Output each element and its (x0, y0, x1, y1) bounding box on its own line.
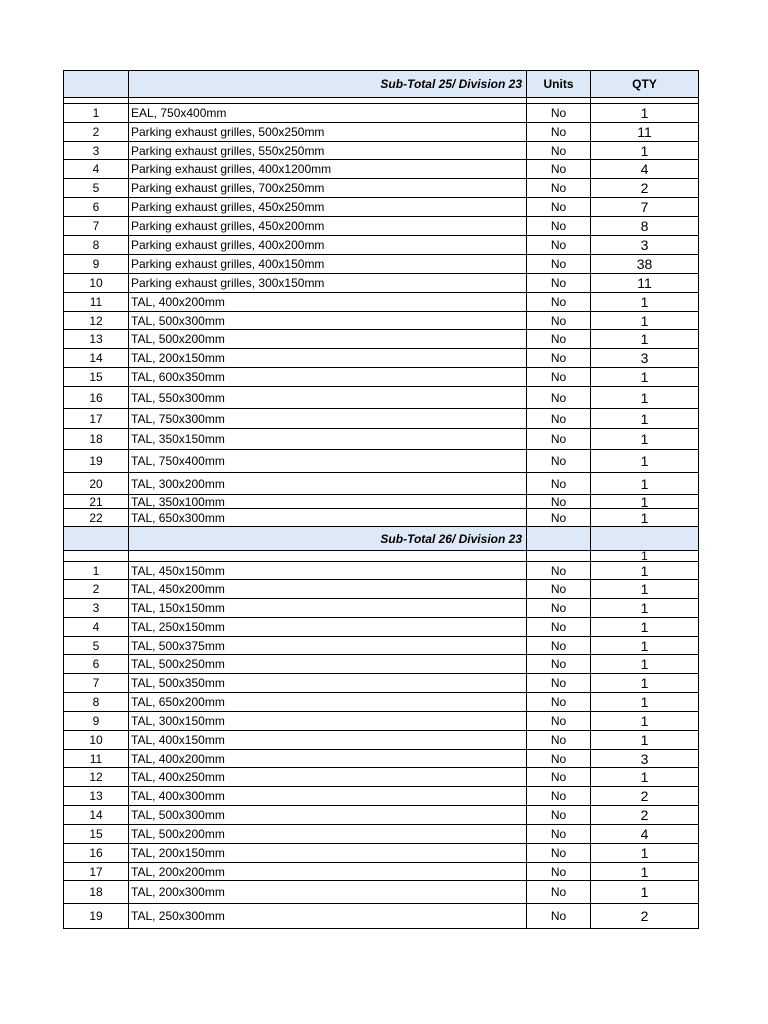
item-qty-cell[interactable]: 1 (640, 312, 649, 329)
item-unit-cell[interactable]: No (527, 787, 591, 805)
table-row (63, 693, 699, 712)
item-description-cell[interactable]: TAL, 200x150mm (129, 349, 527, 367)
item-description-cell[interactable]: TAL, 200x200mm (129, 863, 527, 880)
table-row (63, 368, 699, 387)
item-unit-cell[interactable]: No (527, 599, 591, 617)
item-qty-cell[interactable]: 1 (640, 389, 649, 406)
item-number-cell[interactable]: 11 (64, 750, 129, 767)
item-qty-cell[interactable]: 1 (640, 600, 649, 616)
item-number-cell[interactable]: 6 (64, 655, 129, 673)
item-unit-cell[interactable]: No (527, 580, 591, 598)
item-unit-cell[interactable]: No (527, 312, 591, 329)
item-unit-cell[interactable]: No (527, 387, 591, 408)
item-description-cell[interactable]: TAL, 550x300mm (129, 387, 527, 408)
item-description-cell[interactable]: TAL, 500x200mm (129, 330, 527, 348)
item-unit-cell[interactable]: No (527, 509, 591, 526)
qty-header[interactable]: QTY (632, 77, 657, 91)
table-row (63, 104, 699, 123)
item-qty-cell[interactable]: 4 (640, 161, 649, 177)
table-row (63, 293, 699, 312)
item-qty-cell[interactable]: 1 (640, 475, 649, 492)
item-description-cell[interactable]: EAL, 750x400mm (129, 104, 527, 122)
item-description-cell[interactable]: Parking exhaust grilles, 400x1200mm (129, 160, 527, 178)
subtotal-label[interactable]: Sub-Total 25/ Division 23 (129, 71, 527, 97)
item-unit-cell[interactable]: No (527, 142, 591, 159)
item-qty-cell[interactable]: 1 (640, 656, 649, 672)
item-number-cell[interactable]: 20 (64, 473, 129, 494)
item-unit-cell[interactable]: No (527, 274, 591, 292)
table-row (63, 674, 699, 693)
item-unit-cell[interactable]: No (527, 618, 591, 636)
item-description-cell[interactable]: TAL, 400x300mm (129, 787, 527, 805)
item-qty-cell[interactable]: 2 (640, 180, 649, 196)
table-row (63, 768, 699, 787)
item-unit-cell[interactable]: No (527, 844, 591, 862)
item-unit-cell[interactable]: No (527, 825, 591, 843)
spacer-cell[interactable] (64, 98, 129, 103)
item-number-cell[interactable]: 17 (64, 863, 129, 880)
item-unit-cell[interactable]: No (527, 179, 591, 197)
item-unit-cell[interactable]: No (527, 450, 591, 472)
item-qty-cell[interactable]: 1 (640, 637, 649, 654)
table-row (63, 580, 699, 599)
item-qty-cell[interactable]: 3 (640, 350, 649, 366)
item-number-cell[interactable]: 9 (64, 712, 129, 730)
table-row (63, 198, 699, 217)
table-row (63, 179, 699, 198)
item-qty-cell[interactable]: 1 (640, 562, 649, 579)
header-no-cell[interactable] (64, 527, 129, 550)
item-description-cell[interactable]: TAL, 150x150mm (129, 599, 527, 617)
item-number-cell[interactable]: 14 (64, 349, 129, 367)
item-description-cell[interactable]: TAL, 400x200mm (129, 750, 527, 767)
item-number-cell[interactable]: 3 (64, 142, 129, 159)
item-unit-cell[interactable]: No (527, 255, 591, 273)
item-description-cell[interactable]: TAL, 500x375mm (129, 637, 527, 654)
subtotal-header-row (63, 527, 699, 551)
item-number-cell[interactable]: 22 (64, 509, 129, 526)
item-unit-cell[interactable]: No (527, 429, 591, 449)
item-description-cell[interactable]: Parking exhaust grilles, 500x250mm (129, 123, 527, 141)
item-description-cell[interactable]: Parking exhaust grilles, 300x150mm (129, 274, 527, 292)
item-description-cell[interactable]: TAL, 200x150mm (129, 844, 527, 862)
item-number-cell[interactable]: 7 (64, 674, 129, 692)
item-qty-cell[interactable]: 1 (640, 694, 649, 710)
table-row (63, 123, 699, 142)
item-number-cell[interactable]: 7 (64, 217, 129, 235)
item-qty-cell[interactable]: 1 (640, 294, 649, 310)
item-number-cell[interactable]: 15 (64, 368, 129, 386)
item-number-cell[interactable]: 1 (64, 562, 129, 579)
item-unit-cell[interactable]: No (527, 349, 591, 367)
item-number-cell[interactable]: 2 (64, 580, 129, 598)
item-unit-cell[interactable]: No (527, 655, 591, 673)
item-number-cell[interactable]: 19 (64, 450, 129, 472)
item-number-cell[interactable]: 13 (64, 330, 129, 348)
item-number-cell[interactable]: 16 (64, 844, 129, 862)
item-description-cell[interactable]: Parking exhaust grilles, 700x250mm (129, 179, 527, 197)
item-qty-cell[interactable]: 1 (640, 431, 649, 447)
item-qty-cell[interactable]: 1 (640, 142, 649, 159)
item-unit-cell[interactable]: No (527, 731, 591, 749)
item-qty-cell[interactable]: 3 (640, 750, 649, 767)
table-row (63, 450, 699, 473)
item-unit-cell[interactable]: No (527, 236, 591, 254)
item-number-cell[interactable]: 2 (64, 123, 129, 141)
table-row (63, 637, 699, 655)
item-description-cell[interactable]: TAL, 650x200mm (129, 693, 527, 711)
item-number-cell[interactable]: 8 (64, 693, 129, 711)
item-qty-cell[interactable]: 1 (640, 732, 649, 748)
item-description-cell[interactable]: Parking exhaust grilles, 450x250mm (129, 198, 527, 216)
table-row (63, 509, 699, 527)
item-description-cell[interactable]: TAL, 250x300mm (129, 904, 527, 928)
item-qty-cell[interactable]: 1 (640, 884, 649, 900)
item-number-cell[interactable]: 3 (64, 599, 129, 617)
item-qty-cell[interactable]: 8 (640, 218, 649, 234)
item-unit-cell[interactable]: No (527, 750, 591, 767)
item-number-cell[interactable]: 5 (64, 637, 129, 654)
item-unit-cell[interactable]: No (527, 409, 591, 428)
item-qty-cell[interactable]: 1 (640, 495, 649, 508)
item-number-cell[interactable]: 4 (64, 160, 129, 178)
item-qty-cell[interactable]: 38 (636, 256, 653, 272)
spacer-cell[interactable] (527, 98, 591, 103)
item-qty-cell[interactable]: 1 (640, 509, 649, 526)
item-unit-cell[interactable]: No (527, 768, 591, 786)
item-number-cell[interactable]: 6 (64, 198, 129, 216)
item-description-cell[interactable]: TAL, 200x300mm (129, 881, 527, 903)
table-row (63, 904, 699, 929)
item-qty-cell[interactable]: 4 (640, 826, 649, 842)
table-row (63, 562, 699, 580)
subtotal-header-row (63, 70, 699, 98)
item-qty-cell[interactable]: 7 (640, 199, 649, 215)
item-unit-cell[interactable]: No (527, 160, 591, 178)
table-row (63, 142, 699, 160)
item-qty-cell[interactable]: 3 (640, 237, 649, 253)
qty-header[interactable] (591, 527, 698, 550)
spacer-cell[interactable] (527, 551, 591, 561)
item-description-cell[interactable]: Parking exhaust grilles, 400x200mm (129, 236, 527, 254)
table-row (63, 750, 699, 768)
table-row (63, 618, 699, 637)
subtotal-label[interactable]: Sub-Total 26/ Division 23 (129, 527, 527, 550)
units-header[interactable] (527, 527, 591, 550)
item-description-cell[interactable]: Parking exhaust grilles, 450x200mm (129, 217, 527, 235)
item-unit-cell[interactable]: No (527, 123, 591, 141)
item-qty-cell[interactable]: 1 (640, 845, 649, 861)
item-qty-cell[interactable]: 1 (640, 713, 649, 729)
item-unit-cell[interactable]: No (527, 904, 591, 928)
item-number-cell[interactable]: 13 (64, 787, 129, 805)
item-qty-cell[interactable]: 1 (640, 863, 649, 880)
item-number-cell[interactable]: 10 (64, 731, 129, 749)
table-row (63, 787, 699, 806)
table-row (63, 387, 699, 409)
item-number-cell[interactable]: 12 (64, 768, 129, 786)
item-number-cell[interactable]: 21 (64, 495, 129, 508)
item-number-cell[interactable]: 19 (64, 904, 129, 928)
item-unit-cell[interactable]: No (527, 368, 591, 386)
item-number-cell[interactable]: 10 (64, 274, 129, 292)
item-unit-cell[interactable]: No (527, 473, 591, 494)
table-row (63, 330, 699, 349)
item-unit-cell[interactable]: No (527, 198, 591, 216)
item-description-cell[interactable]: TAL, 450x200mm (129, 580, 527, 598)
item-unit-cell[interactable]: No (527, 806, 591, 824)
item-description-cell[interactable]: TAL, 350x100mm (129, 495, 527, 508)
item-unit-cell[interactable]: No (527, 863, 591, 880)
item-unit-cell[interactable]: No (527, 637, 591, 654)
item-description-cell[interactable]: TAL, 600x350mm (129, 368, 527, 386)
table-row (63, 255, 699, 274)
table-row (63, 825, 699, 844)
item-description-cell[interactable]: TAL, 400x250mm (129, 768, 527, 786)
table-row (63, 806, 699, 825)
item-description-cell[interactable]: TAL, 500x200mm (129, 825, 527, 843)
item-description-cell[interactable]: Parking exhaust grilles, 400x150mm (129, 255, 527, 273)
item-unit-cell[interactable]: No (527, 693, 591, 711)
item-number-cell[interactable]: 17 (64, 409, 129, 428)
item-description-cell[interactable]: TAL, 300x200mm (129, 473, 527, 494)
table-row (63, 349, 699, 368)
item-description-cell[interactable]: TAL, 300x150mm (129, 712, 527, 730)
item-number-cell[interactable]: 8 (64, 236, 129, 254)
item-description-cell[interactable]: TAL, 400x200mm (129, 293, 527, 311)
spacer-cell[interactable] (129, 98, 527, 103)
table-row (63, 160, 699, 179)
item-number-cell[interactable]: 18 (64, 429, 129, 449)
item-unit-cell[interactable]: No (527, 293, 591, 311)
item-qty-cell[interactable]: 11 (637, 124, 652, 140)
item-unit-cell[interactable]: No (527, 495, 591, 508)
table-row (63, 217, 699, 236)
table-row (63, 409, 699, 429)
item-qty-cell[interactable]: 2 (640, 807, 649, 823)
item-unit-cell[interactable]: No (527, 712, 591, 730)
table-row (63, 274, 699, 293)
item-description-cell[interactable]: TAL, 250x150mm (129, 618, 527, 636)
item-number-cell[interactable]: 15 (64, 825, 129, 843)
table-row (63, 473, 699, 495)
item-number-cell[interactable]: 4 (64, 618, 129, 636)
item-qty-cell[interactable]: 1 (640, 453, 649, 469)
item-number-cell[interactable]: 1 (64, 104, 129, 122)
item-number-cell[interactable]: 11 (64, 293, 129, 311)
spacer-row (63, 551, 699, 562)
item-number-cell[interactable]: 16 (64, 387, 129, 408)
header-no-cell[interactable] (64, 71, 129, 97)
item-qty-cell[interactable]: 2 (640, 788, 649, 804)
table-row (63, 731, 699, 750)
spacer-qty-cell[interactable]: 1 (641, 551, 648, 561)
units-header[interactable]: Units (527, 71, 591, 97)
item-qty-cell[interactable]: 1 (640, 769, 649, 785)
table-row (63, 881, 699, 904)
item-qty-cell[interactable]: 1 (640, 105, 649, 121)
item-description-cell[interactable]: Parking exhaust grilles, 550x250mm (129, 142, 527, 159)
table-row (63, 844, 699, 863)
item-qty-cell[interactable]: 11 (637, 275, 652, 291)
item-description-cell[interactable]: TAL, 750x400mm (129, 450, 527, 472)
item-unit-cell[interactable]: No (527, 104, 591, 122)
item-description-cell[interactable]: TAL, 500x300mm (129, 312, 527, 329)
item-unit-cell[interactable]: No (527, 562, 591, 579)
item-number-cell[interactable]: 12 (64, 312, 129, 329)
item-unit-cell[interactable]: No (527, 674, 591, 692)
table-row (63, 599, 699, 618)
table-row (63, 312, 699, 330)
table-row (63, 655, 699, 674)
item-description-cell[interactable]: TAL, 500x300mm (129, 806, 527, 824)
table-row (63, 712, 699, 731)
item-description-cell[interactable]: TAL, 450x150mm (129, 562, 527, 579)
bill-of-quantities-table (63, 70, 699, 929)
item-number-cell[interactable]: 9 (64, 255, 129, 273)
item-number-cell[interactable]: 18 (64, 881, 129, 903)
spacer-qty-cell[interactable] (591, 98, 698, 103)
item-qty-cell[interactable]: 1 (640, 331, 649, 347)
item-description-cell[interactable]: TAL, 400x150mm (129, 731, 527, 749)
table-row (63, 495, 699, 509)
item-qty-cell[interactable]: 1 (640, 369, 649, 385)
item-unit-cell[interactable]: No (527, 330, 591, 348)
item-description-cell[interactable]: TAL, 500x250mm (129, 655, 527, 673)
item-number-cell[interactable]: 5 (64, 179, 129, 197)
item-qty-cell[interactable]: 2 (640, 908, 649, 924)
item-description-cell[interactable]: TAL, 500x350mm (129, 674, 527, 692)
item-unit-cell[interactable]: No (527, 217, 591, 235)
spacer-cell[interactable] (129, 551, 527, 561)
spacer-cell[interactable] (64, 551, 129, 561)
table-row (63, 429, 699, 450)
item-qty-cell[interactable]: 1 (640, 619, 649, 635)
table-row (63, 863, 699, 881)
item-unit-cell[interactable]: No (527, 881, 591, 903)
item-number-cell[interactable]: 14 (64, 806, 129, 824)
item-description-cell[interactable]: TAL, 350x150mm (129, 429, 527, 449)
item-description-cell[interactable]: TAL, 750x300mm (129, 409, 527, 428)
item-qty-cell[interactable]: 1 (640, 410, 649, 427)
item-qty-cell[interactable]: 1 (640, 581, 649, 597)
item-description-cell[interactable]: TAL, 650x300mm (129, 509, 527, 526)
item-qty-cell[interactable]: 1 (640, 675, 649, 691)
table-row (63, 236, 699, 255)
